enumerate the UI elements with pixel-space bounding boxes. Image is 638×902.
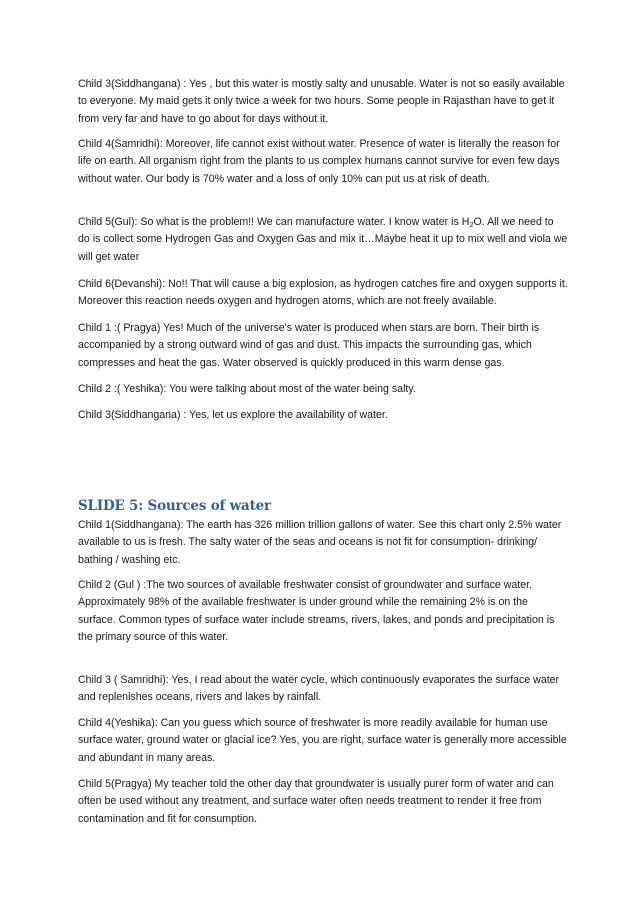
dialogue-child3-siddhangana-2: Child 3(Siddhangana) : Yes, let us explore the availability of water. — [78, 409, 388, 421]
slide5-child4-yeshika: Child 4(Yeshika): Can you guess which source of freshwater is more readily available for human use surface water, ground water or glacial ice? Yes, you are right, surface water is generally more accessible and abundant in many areas. — [78, 717, 567, 764]
dialogue-child3-siddhangana: Child 3(Siddhangana) : Yes , but this water is mostly salty and unusable. Water is not so easily available to everyone. My maid gets it only twice a week for two hours. Some people in Rajasthan have to get it from very far and have to go about for days without it. — [78, 78, 565, 125]
dialogue-child4-samridhi: Child 4(Samridhi): Moreover, life cannot exist without water. Presence of water is literally the reason for life on earth. All organism right from the plants to us complex humans cannot survive for even few days without water. Our body is 70% water and a loss of only 10% can put us at risk of death. — [78, 138, 560, 185]
slide5-child1-siddhangana: Child 1(Siddhangana): The earth has 326 million trillion gallons of water. See this chart only 2.5% water available to us is fresh. The salty water of the seas and oceans is not fit for consumption- drinking/ bathing / washing etc. — [78, 519, 562, 566]
slide5-child2-gul: Child 2 (Gul ) :The two sources of available freshwater consist of groundwater and surface water. Approximately 98% of the available freshwater is under ground while the remaining 2% is on the surface. Common types of surface water include streams, rivers, lakes, and ponds and precipitation is the primary source of this water. — [78, 579, 555, 644]
subscript: 2 — [469, 220, 474, 229]
dialogue-child2-yeshika: Child 2 :( Yeshika): You were talking about most of the water being salty. — [78, 383, 416, 395]
dialogue-child1-pragya: Child 1 :( Pragya) Yes! Much of the universe's water is produced when stars are born. Their birth is accompanied by a strong outward wind of gas and dust. This impacts the surrounding gas, which compresses and heat the gas. Water observed is quickly produced in this warm dense gas. — [78, 322, 540, 369]
dialogue-child6-devanshi: Child 6(Devanshi): No!! That will cause a big explosion, as hydrogen catches fire and oxygen supports it. Moreover this reaction needs oxygen and hydrogen atoms, which are not freely available. — [78, 278, 568, 308]
text-after-subscript: O. All we need to do is collect some Hydrogen Gas and Oxygen Gas and mix it…Maybe heat it up to mix well and viola we will get water — [78, 216, 568, 263]
section-heading: SLIDE 5: Sources of water — [78, 498, 271, 514]
dialogue-child5-gul — [78, 214, 568, 266]
slide5-child3-samridhi: Child 3 ( Samridhi): Yes, I read about the water cycle, which continuously evaporates the surface water and replenishes oceans, rivers and lakes by rainfall. — [78, 674, 560, 704]
slide5-child5-pragya: Child 5(Pragya) My teacher told the other day that groundwater is usually purer form of water and can often be used without any treatment, and surface water often needs treatment to render it free from contamination and fit for consumption. — [78, 778, 554, 825]
text-before-subscript: Child 5(Gul): So what is the problem!! We can manufacture water. I know water is H — [78, 216, 470, 228]
